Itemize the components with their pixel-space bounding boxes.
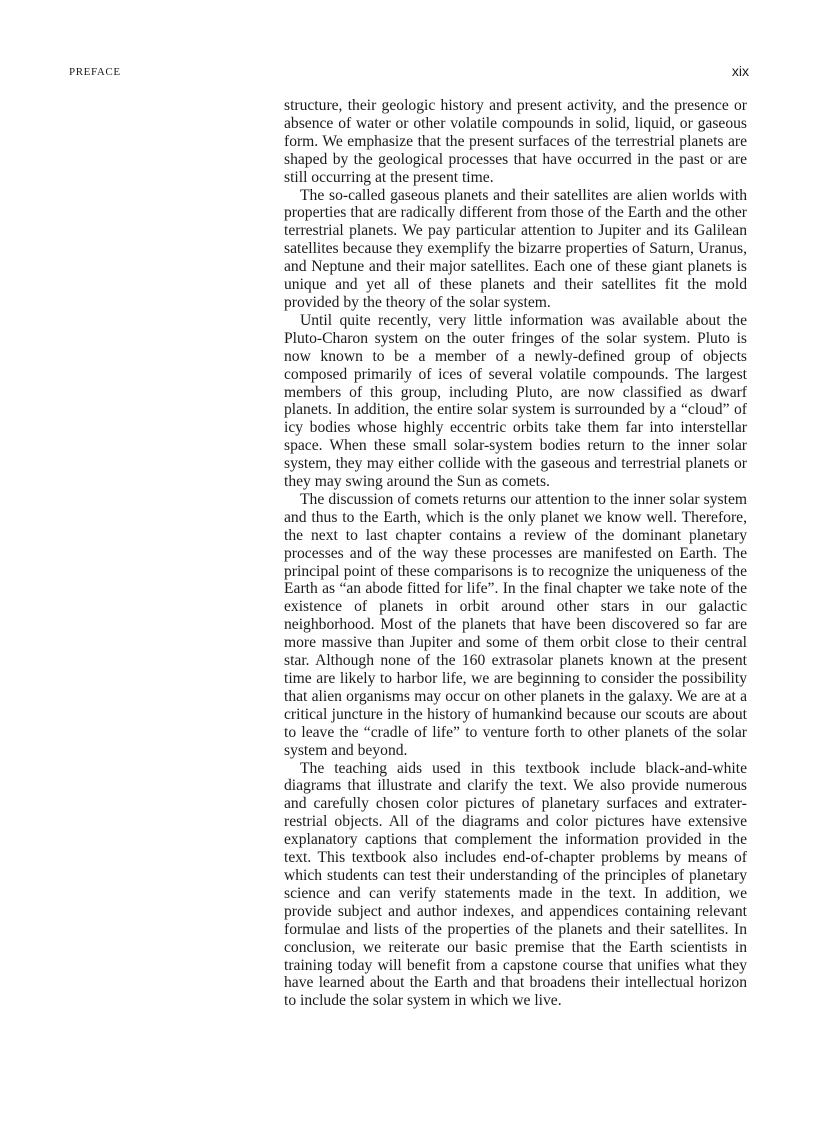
paragraph: structure, their geologic history and present activity, and the presence or absence of water or other volatile compounds in solid, liquid, or gaseous form. We emphasize that the present surfaces of the terrestrial planets are shaped by the geological processes that have occurred in the past or are still occurring at the present time. [284,97,747,186]
paragraph: The discussion of comets returns our attention to the inner solar system and thus to the Earth, which is the only planet we know well. Therefore, the next to last chapter contains a review of the dominant planetary processes and of the way these processes are manifested on Earth. The principal point of these comparisons is to recognize the uniqueness of the Earth as “an abode fitted for life”. In the final chapter we take note of the existence of planets in orbit around other stars in our galactic neighborhood. Most of the planets that have been discovered so far are more massive than Jupiter and some of them orbit close to their central star. Although none of the 160 extrasolar planets known at the present time are likely to harbor life, we are beginning to consider the possibility that alien organisms may occur on other planets in the galaxy. We are at a critical juncture in the history of humankind because our scouts are about to leave the “cradle of life” to venture forth to other planets of the solar system and beyond. [284,490,747,759]
paragraph: Until quite recently, very little information was available about the Pluto-Charon system on the outer fringes of the solar system. Pluto is now known to be a member of a newly-defined group of objects composed primarily of ices of several volatile compounds. The largest members of this group, including Pluto, are now classified as dwarf planets. In addition, the entire solar system is surrounded by a “cloud” of icy bodies whose highly eccentric orbits take them far into interstellar space. When these small solar-system bodies return to the inner solar system, they may either collide with the gaseous and terrestrial planets or they may swing around the Sun as comets. [284,311,747,491]
paragraph: The so-called gaseous planets and their satellites are alien worlds with properties that are radically different from those of the Earth and the other terrestrial planets. We pay particular attention to Jupiter and its Galilean satellites because they exemplify the bizarre properties of Saturn, Uranus, and Neptune and their major satellites. Each one of these giant planets is unique and yet all of these planets and their satellites fit the mold provided by the theory of the solar system. [284,186,747,311]
running-head: PREFACE [69,66,121,78]
body-text [284,97,747,1010]
paragraph: The teaching aids used in this textbook include black-and-white diagrams that illustrate and clarify the text. We also provide numerous and carefully chosen color pictures of planetary surfaces and extraterrestrial objects. All of the diagrams and color pictures have extensive explanatory captions that complement the information provided in the text. This textbook also includes end-of-chapter problems by means of which students can test their understanding of the principles of planetary science and can verify statements made in the text. In addition, we provide subject and author indexes, and appendices containing relevant formulae and lists of the properties of the planets and their satellites. In conclusion, we reiterate our basic premise that the Earth scientists in training today will benefit from a capstone course that unifies what they have learned about the Earth and that broadens their intellectual horizon to include the solar system in which we live. [284,759,747,1010]
page-number: xix [731,63,749,79]
